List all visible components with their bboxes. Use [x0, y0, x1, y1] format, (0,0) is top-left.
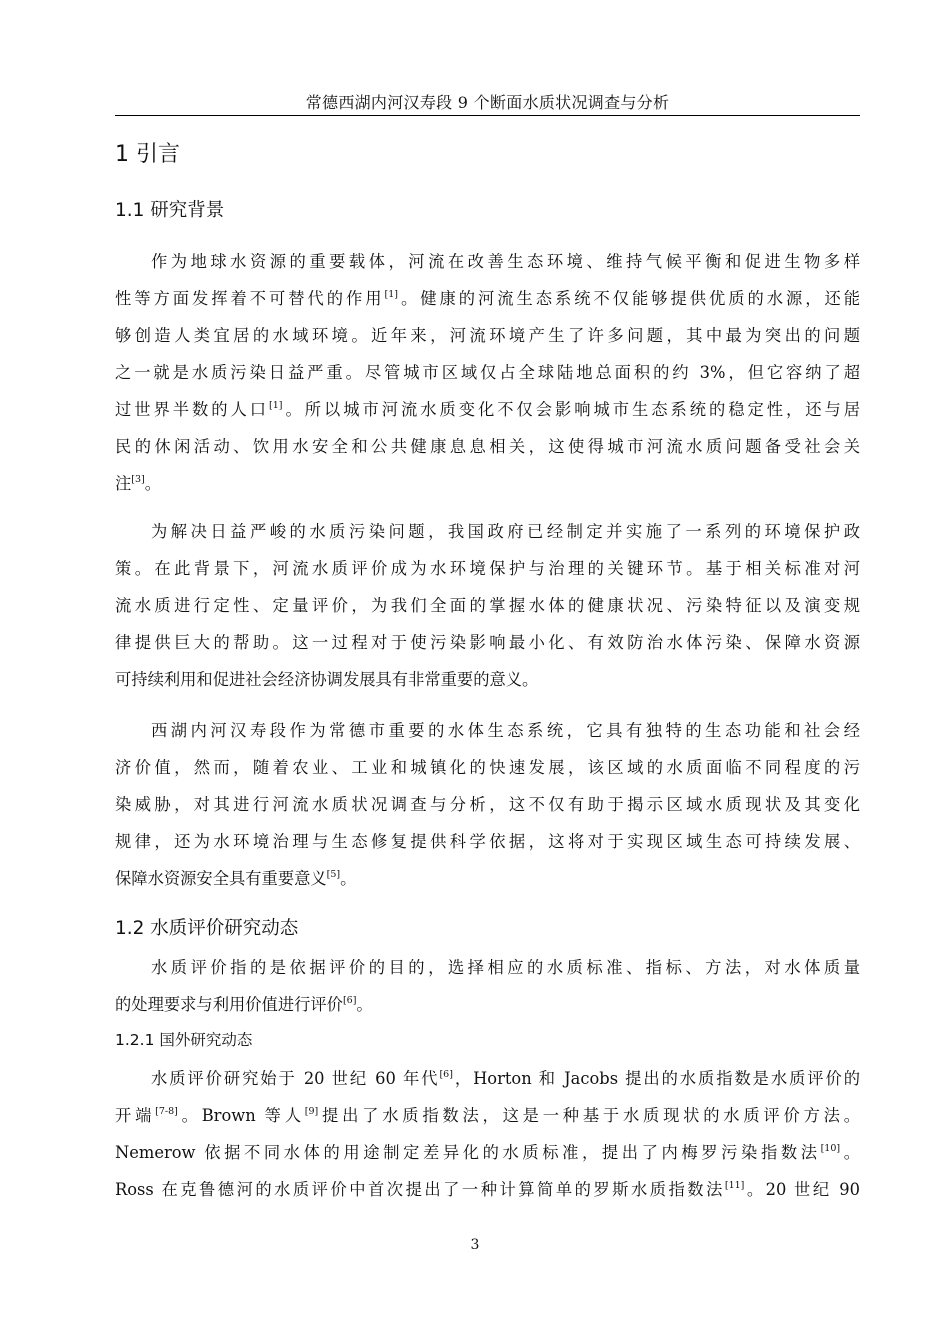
paragraph-background-2: 为解决日益严峻的水质污染问题，我国政府已经制定并实施了一系列的环境保护政 策。在此背景下，河流水质评价成为水环境保护与治理的关键环节。基于相关标准对河 流水质进行定性、定量评价，为我们全面的掌握水体的健康状况、污染特征以及演变规 律提供巨大的帮助。这一过程对于使污染影响最小化、有效防治水体污染、保障水资源 可持续利用和促进社会经济协调发展具有非常重要的意义。	[115, 522, 860, 689]
paragraph-background-1: 作为地球水资源的重要载体，河流在改善生态环境、维持气候平衡和促进生物多样 性等方面发挥着不可替代的作用[1]。健康的河流生态系统不仅能够提供优质的水源，还能 够创造人类宜居的水域环境。近年来，河流环境产生了许多问题，其中最为突出的问题 之一就是水质污染日益严重。尽管城市区域仅占全球陆地总面积的约 3%，但它容纳了超 过世界半数的人口[1]。所以城市河流水质变化不仅会影响城市生态系统的稳定性，还与居 民的休闲活动、饮用水安全和公共健康息息相关，这使得城市河流水质问题备受社会关 注[3]。	[115, 252, 860, 493]
subsection-heading-1-2-1: 1.2.1 国外研究动态	[115, 1031, 253, 1049]
citation: [10]	[820, 1143, 841, 1154]
page-number: 3	[470, 1237, 480, 1253]
citation: [6]	[342, 995, 357, 1006]
paragraph-evaluation-intro: 水质评价指的是依据评价的目的，选择相应的水质标准、指标、方法，对水体质量 的处理要求与利用价值进行评价[6]。	[115, 958, 860, 1014]
citation: [6]	[439, 1069, 453, 1080]
section-heading-1-1: 1.1 研究背景	[115, 200, 225, 221]
header-divider	[115, 115, 860, 116]
running-header: 常德西湖内河汉寿段 9 个断面水质状况调查与分析	[305, 93, 670, 112]
citation: [1]	[384, 289, 398, 300]
citation: [7-8]	[155, 1106, 178, 1117]
paragraph-background-3: 西湖内河汉寿段作为常德市重要的水体生态系统，它具有独特的生态功能和社会经 济价值，然而，随着农业、工业和城镇化的快速发展，该区域的水质面临不同程度的污 染威胁，对其进行河流水质状况调查与分析，这不仅有助于揭示区域水质现状及其变化 规律，还为水环境治理与生态修复提供科学依据，这将对于实现区域生态可持续发展、 保障水资源安全具有重要意义[5]。	[115, 721, 860, 888]
citation: [3]	[131, 474, 145, 485]
citation: [1]	[269, 400, 283, 411]
paragraph-foreign-research: 水质评价研究始于 20 世纪 60 年代[6]，Horton 和 Jacobs 提出的水质指数是水质评价的 开端[7-8]。Brown 等人[9]提出了水质指数法，这是一种基于水质现状的水质评价方法。 Nemerow 依据不同水体的用途制定差异化的水质标准，提出了内梅罗污染指数法[10]。 Ross 在克鲁德河的水质评价中首次提出了一种计算简单的罗斯水质指数法[11]。20 世纪 90	[115, 1069, 861, 1199]
section-heading-1-2: 1.2 水质评价研究动态	[115, 918, 299, 939]
citation: [9]	[304, 1106, 319, 1117]
citation: [11]	[724, 1180, 745, 1191]
citation: [5]	[326, 869, 341, 880]
chapter-heading: 1 引言	[115, 142, 180, 167]
